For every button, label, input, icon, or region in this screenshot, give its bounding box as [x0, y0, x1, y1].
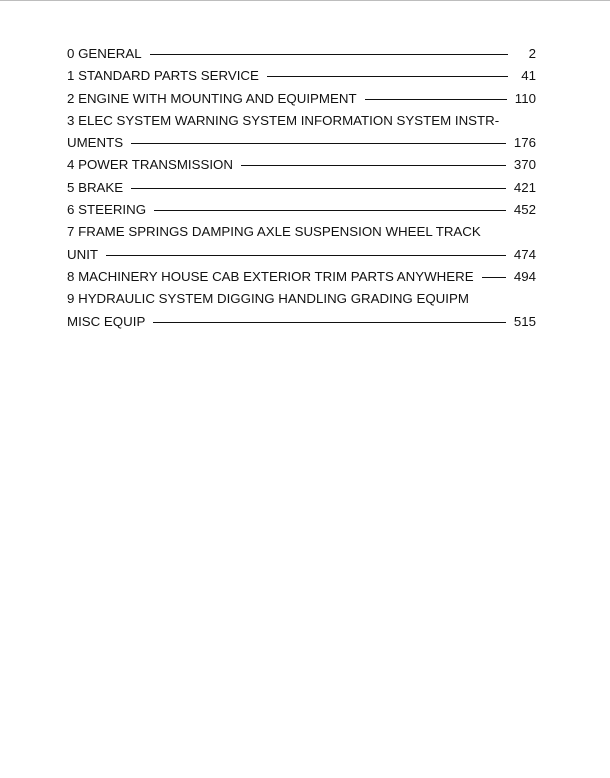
- toc-leader-line: [150, 54, 508, 55]
- toc-entry-5[interactable]: [67, 177, 536, 199]
- toc-entry-title[interactable]: 2 ENGINE WITH MOUNTING AND EQUIPMENT: [67, 90, 357, 106]
- toc-entry-7[interactable]: [67, 221, 536, 266]
- toc-leader-line: [131, 143, 506, 144]
- toc-entry-3[interactable]: [67, 110, 536, 155]
- toc-line: [67, 65, 536, 87]
- toc-leader-line: [154, 210, 506, 211]
- toc-entry-title-continued[interactable]: MISC EQUIP: [67, 313, 146, 329]
- toc-entry-0[interactable]: [67, 43, 536, 65]
- toc-entry-9[interactable]: [67, 288, 536, 333]
- toc-page-number[interactable]: 494: [513, 268, 536, 284]
- toc-page-number[interactable]: 176: [513, 135, 536, 151]
- toc-line: [67, 311, 536, 333]
- toc-line: [67, 177, 536, 199]
- toc-entry-title[interactable]: 1 STANDARD PARTS SERVICE: [67, 68, 259, 84]
- toc-line: [67, 154, 536, 176]
- toc-leader-line: [241, 165, 506, 166]
- toc-line: [67, 110, 536, 132]
- toc-page-number[interactable]: 452: [513, 202, 536, 218]
- toc-leader-line: [131, 188, 506, 189]
- toc-leader-line: [267, 76, 508, 77]
- toc-page-number[interactable]: 421: [513, 179, 536, 195]
- toc-entry-title[interactable]: 8 MACHINERY HOUSE CAB EXTERIOR TRIM PARTS ANYWHERE: [67, 268, 474, 284]
- toc-leader-line: [106, 255, 506, 256]
- toc-line: [67, 288, 536, 310]
- toc-entry-4[interactable]: [67, 154, 536, 176]
- toc-entry-1[interactable]: [67, 65, 536, 87]
- toc-page-number[interactable]: 41: [521, 68, 536, 84]
- toc-leader-line: [365, 99, 507, 100]
- toc-entry-title[interactable]: 4 POWER TRANSMISSION: [67, 157, 233, 173]
- toc-line: [67, 132, 536, 154]
- toc-line: [67, 199, 536, 221]
- toc-entry-title-continued[interactable]: UNIT: [67, 246, 99, 262]
- toc-line: [67, 43, 536, 65]
- toc-entry-title[interactable]: 5 BRAKE: [67, 179, 124, 195]
- toc-entry-8[interactable]: [67, 266, 536, 288]
- toc-entry-6[interactable]: [67, 199, 536, 221]
- toc-line: [67, 244, 536, 266]
- toc-entry-title[interactable]: 7 FRAME SPRINGS DAMPING AXLE SUSPENSION WHEEL TRACK: [67, 224, 481, 240]
- toc-line: [67, 88, 536, 110]
- toc-leader-line: [153, 322, 505, 323]
- toc-entry-title[interactable]: 6 STEERING: [67, 202, 147, 218]
- toc-entry-title[interactable]: 0 GENERAL: [67, 46, 142, 61]
- toc-leader-line: [482, 277, 506, 278]
- toc-page-number[interactable]: 2: [528, 46, 536, 61]
- toc-entry-title[interactable]: 9 HYDRAULIC SYSTEM DIGGING HANDLING GRADING EQUIPM: [67, 291, 469, 307]
- table-of-contents: [67, 43, 536, 333]
- toc-line: [67, 221, 536, 243]
- toc-page-number[interactable]: 370: [513, 157, 536, 173]
- toc-page-number[interactable]: 110: [514, 90, 536, 106]
- page-top-border: [0, 0, 610, 1]
- toc-entry-title-continued[interactable]: UMENTS: [67, 135, 124, 151]
- toc-entry-title[interactable]: 3 ELEC SYSTEM WARNING SYSTEM INFORMATION SYSTEM INSTR-: [67, 112, 500, 128]
- toc-page-number[interactable]: 474: [513, 246, 536, 262]
- toc-entry-2[interactable]: [67, 88, 536, 110]
- toc-line: [67, 266, 536, 288]
- toc-page-number[interactable]: 515: [513, 313, 536, 329]
